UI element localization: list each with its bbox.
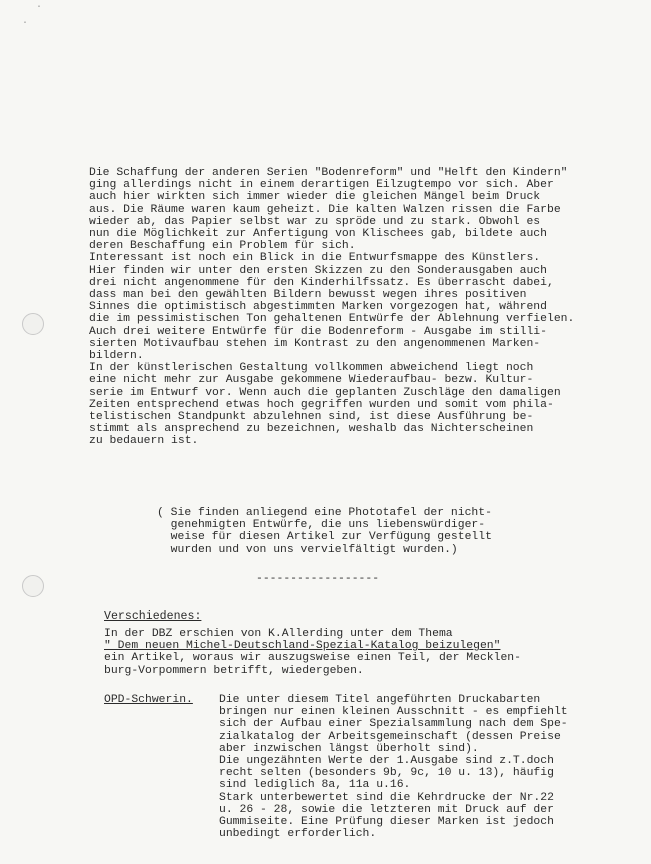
paper-speck: · <box>36 2 43 13</box>
text-line: bildern. <box>89 350 144 363</box>
text-line: ein Artikel, woraus wir auszugsweise einen Teil, der Mecklen- <box>104 652 521 665</box>
text-line: Interessant ist noch ein Blick in die Entwurfsmappe des Künstlers. <box>89 252 541 265</box>
text-line: deren Beschaffung ein Problem für sich. <box>89 240 356 253</box>
text-line: aus. Die Räume waren kaum geheizt. Die kalten Walzen rissen die Farbe <box>89 203 561 216</box>
text-line: auch hier wirkten sich immer wieder die gleichen Mängel beim Druck <box>89 191 541 204</box>
text-line: zu bedauern ist. <box>89 435 199 448</box>
text-line: sich der Aufbau einer Spezialsammlung nach dem Spe- <box>219 718 568 731</box>
text-line: serie im Entwurf vor. Wenn auch die geplanten Zuschläge den damaligen <box>89 386 561 399</box>
text-line: Sinnes die optimistisch abgestimmten Marken vorgezogen hat, während <box>89 301 547 314</box>
text-line: drei nicht angenommene für den Kinderhilfssatz. Es überrascht dabei, <box>89 276 554 289</box>
text-line: die im pessimistischen Ton gehaltenen Entwürfe der Ablehnung verfielen. <box>89 313 575 326</box>
text-line: Stark unterbewertet sind die Kehrdrucke der Nr.22 <box>219 791 554 804</box>
text-line: telistischen Standpunkt abzulehnen sind, ist diese Ausführung be- <box>89 411 534 424</box>
text-line: Hier finden wir unter den ersten Skizzen zu den Sonderausgaben auch <box>89 264 547 277</box>
main-paragraph <box>89 167 629 448</box>
text-line: wurden und von uns vervielfältigt wurden.) <box>157 543 458 556</box>
text-line: recht selten (besonders 9b, 9c, 10 u. 13), häufig <box>219 767 554 780</box>
section-divider: ------------------ <box>256 573 380 585</box>
text-line: In der DBZ erschien von K.Allerding unter dem Thema <box>104 628 453 640</box>
text-line: Die unter diesem Titel angeführten Druckabarten <box>219 694 541 706</box>
text-line: aber inzwischen längst überholt sind). <box>219 742 479 755</box>
text-line: zialkatalog der Arbeitsgemeinschaft (dessen Preise <box>219 730 561 743</box>
text-line: In der künstlerischen Gestaltung vollkommen abweichend liegt noch <box>89 362 534 375</box>
paper-speck: · <box>22 18 29 29</box>
text-line: ( Sie finden anliegend eine Phototafel der nicht- <box>157 507 492 519</box>
verschiedenes-paragraph <box>104 628 521 677</box>
text-line: nun die Möglichkeit zur Anfertigung von Klischees gab, bildete auch <box>89 228 547 241</box>
text-line: sierten Motivaufbau stehen im Kontrast zu den angenommenen Marken- <box>89 337 541 350</box>
text-line: bringen nur einen kleinen Ausschnitt - es empfiehlt <box>219 706 568 719</box>
text-line: burg-Vorpommern betrifft, wiedergeben. <box>104 664 364 677</box>
opd-paragraph <box>219 694 568 840</box>
text-line: Zeiten entsprechend etwas hoch gegriffen wurden und somit vom phila- <box>89 398 554 411</box>
opd-label: OPD-Schwerin. <box>104 694 193 706</box>
text-line: Gummiseite. Eine Prüfung dieser Marken ist jedoch <box>219 816 554 829</box>
text-line: wieder ab, das Papier selbst war zu spröde und zu stark. Obwohl es <box>89 215 541 228</box>
punch-hole <box>22 575 44 597</box>
text-line: genehmigten Entwürfe, die uns liebenswürdiger- <box>157 519 486 532</box>
punch-hole <box>22 313 44 335</box>
text-line: weise für diesen Artikel zur Verfügung gestellt <box>157 531 492 544</box>
section-heading: Verschiedenes: <box>104 610 202 623</box>
text-line: Auch drei weitere Entwürfe für die Bodenreform - Ausgabe im stilli- <box>89 325 547 338</box>
text-line: dass man bei den gewählten Bildern bewusst wegen ihres positiven <box>89 289 527 302</box>
text-line: u. 26 - 28, sowie die letzteren mit Druck auf der <box>219 803 554 816</box>
parenthetical-note <box>157 507 492 556</box>
text-line: Die ungezähnten Werte der 1.Ausgabe sind z.T.doch <box>219 755 554 768</box>
text-line: ging allerdings nicht in einem derartigen Eilzugtempo vor sich. Aber <box>89 179 554 192</box>
text-line: sind lediglich 8a, 11a u.16. <box>219 779 411 792</box>
text-line: eine nicht mehr zur Ausgabe gekommene Wiederaufbau- bezw. Kultur- <box>89 374 534 387</box>
text-line: Die Schaffung der anderen Serien "Bodenreform" und "Helft den Kindern" <box>89 167 568 179</box>
text-line: unbedingt erforderlich. <box>219 828 377 841</box>
article-title: " Dem neuen Michel-Deutschland-Spezial-Katalog beizulegen" <box>104 640 501 653</box>
text-line: stimmt als ansprechend zu bezeichnen, weshalb das Nichterscheinen <box>89 423 534 436</box>
